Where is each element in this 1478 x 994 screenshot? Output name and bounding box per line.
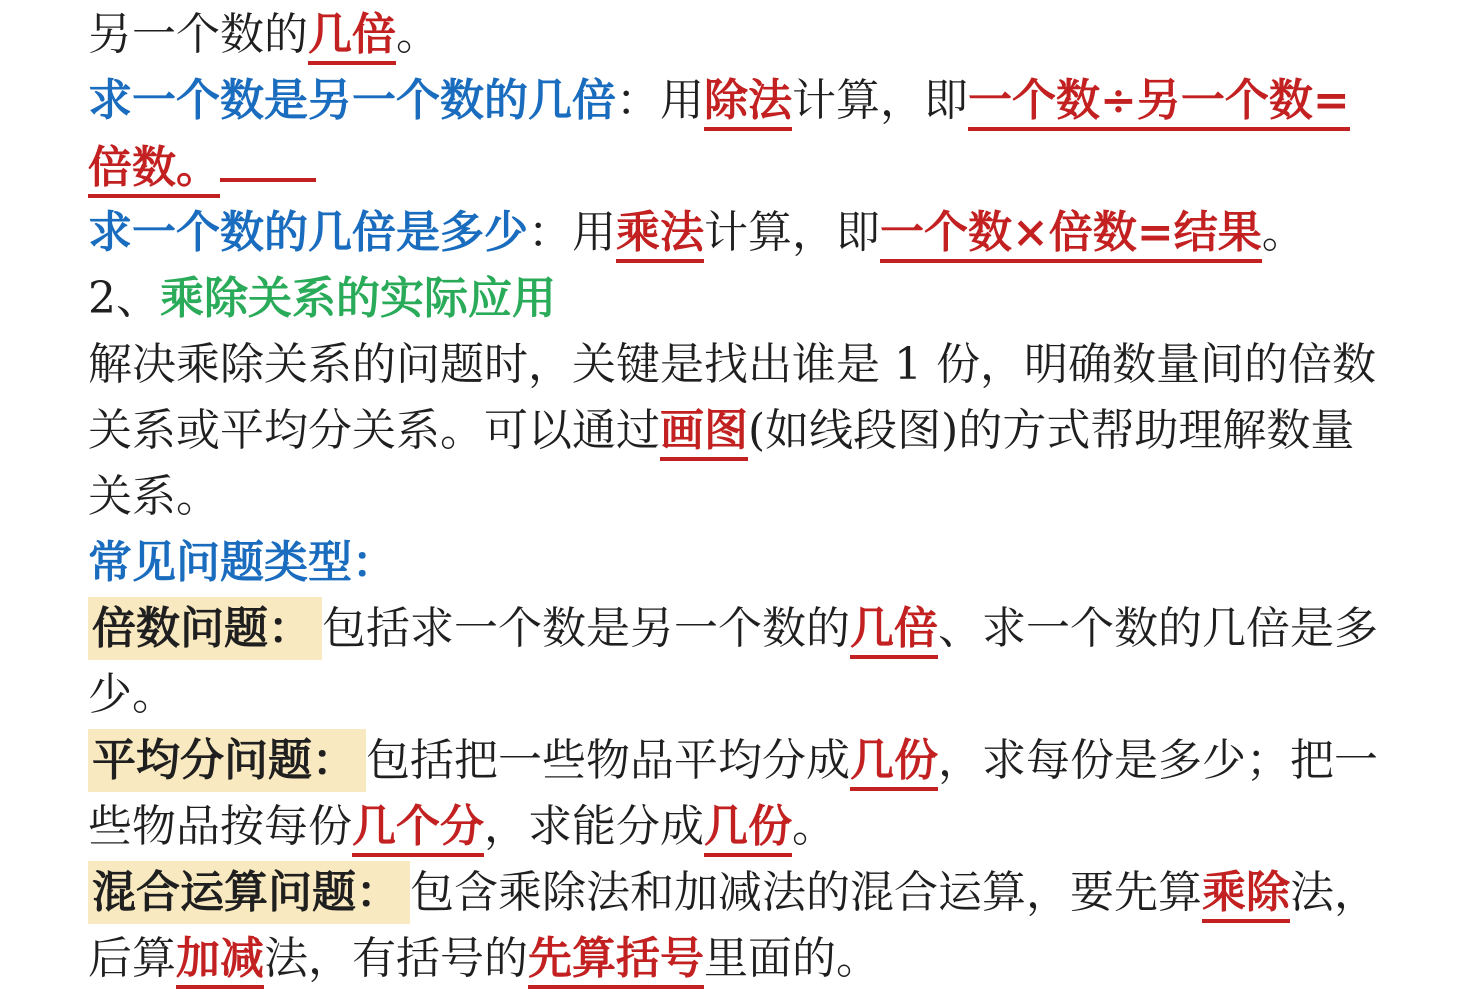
text-segment: 除法 [704,75,792,131]
text-segment: 常见问题类型： [88,537,396,588]
text-segment: 。 [1261,207,1306,258]
text-line-11 [88,662,1408,728]
text-segment: 计算，即 [704,207,880,258]
text-line-6 [88,332,1408,398]
text-segment: 后算 [88,933,176,984]
text-segment: 包括求一个数是另一个数的 [322,603,850,654]
text-segment: 些物品按每份 [88,801,352,852]
text-segment: 求一个数的几倍是多少 [88,207,528,258]
text-segment: 解决乘除关系的问题时，关键是找出谁是 1 份，明确数量间的倍数 [88,339,1376,390]
text-segment: 先算括号 [528,933,704,989]
text-segment: 。 [792,801,836,852]
text-segment: 混合运算问题： [88,861,410,924]
text-segment: 、求一个数的几倍是多 [938,603,1378,654]
text-segment: ：用 [616,75,704,126]
text-line-13 [88,794,1408,860]
text-line-8 [88,464,1408,530]
text-line-2 [88,68,1408,134]
text-segment: 加减 [176,933,264,989]
text-segment: 法， [1290,867,1378,918]
text-segment: 几个分 [352,801,484,857]
text-segment: (如线段图)的方式帮助理解数量 [748,405,1355,456]
text-segment: 乘除关系的实际应用 [160,273,556,324]
text-line-15 [88,926,1408,992]
text-segment: 包括把一些物品平均分成 [366,735,850,786]
text-line-3 [88,134,1408,200]
text-segment: 关系或平均分关系。可以通过 [88,405,660,456]
text-segment: 倍数问题： [88,597,322,660]
text-segment: 法，有括号的 [264,933,528,984]
text-line-9 [88,530,1408,596]
text-segment: 平均分问题： [88,729,366,792]
text-line-4 [88,200,1408,266]
text-segment: 另一个数的 [88,9,308,60]
text-line-1 [88,2,1408,68]
text-segment: 几份 [850,735,938,791]
text-line-14 [88,860,1408,926]
text-segment: 。 [396,9,440,60]
text-segment: 几倍 [308,9,396,65]
text-segment: ，求每份是多少；把一 [938,735,1378,786]
text-segment: ：用 [528,207,616,258]
text-line-5 [88,266,1408,332]
text-segment: 乘法 [616,207,704,263]
text-segment: 少。 [88,669,176,720]
text-segment: 几份 [704,801,792,857]
text-segment: 倍数。 [88,142,220,198]
text-segment: 2、 [88,273,160,324]
text-segment: 一个数÷另一个数= [968,75,1350,131]
text-segment: 一个数×倍数=结果 [880,207,1262,263]
text-line-7 [88,398,1408,464]
text-segment: 求一个数是另一个数的几倍 [88,75,616,126]
text-segment: 关系。 [88,471,220,522]
text-segment: 包含乘除法和加减法的混合运算，要先算 [410,867,1202,918]
underline-tail [220,134,316,182]
text-line-12 [88,728,1408,794]
text-segment: 里面的。 [704,933,880,984]
text-line-10 [88,596,1408,662]
text-segment: 几倍 [850,603,938,659]
text-segment: 乘除 [1202,867,1290,923]
text-segment: 画图 [660,405,748,461]
text-segment: 计算，即 [792,75,968,126]
text-segment: ，求能分成 [484,801,704,852]
